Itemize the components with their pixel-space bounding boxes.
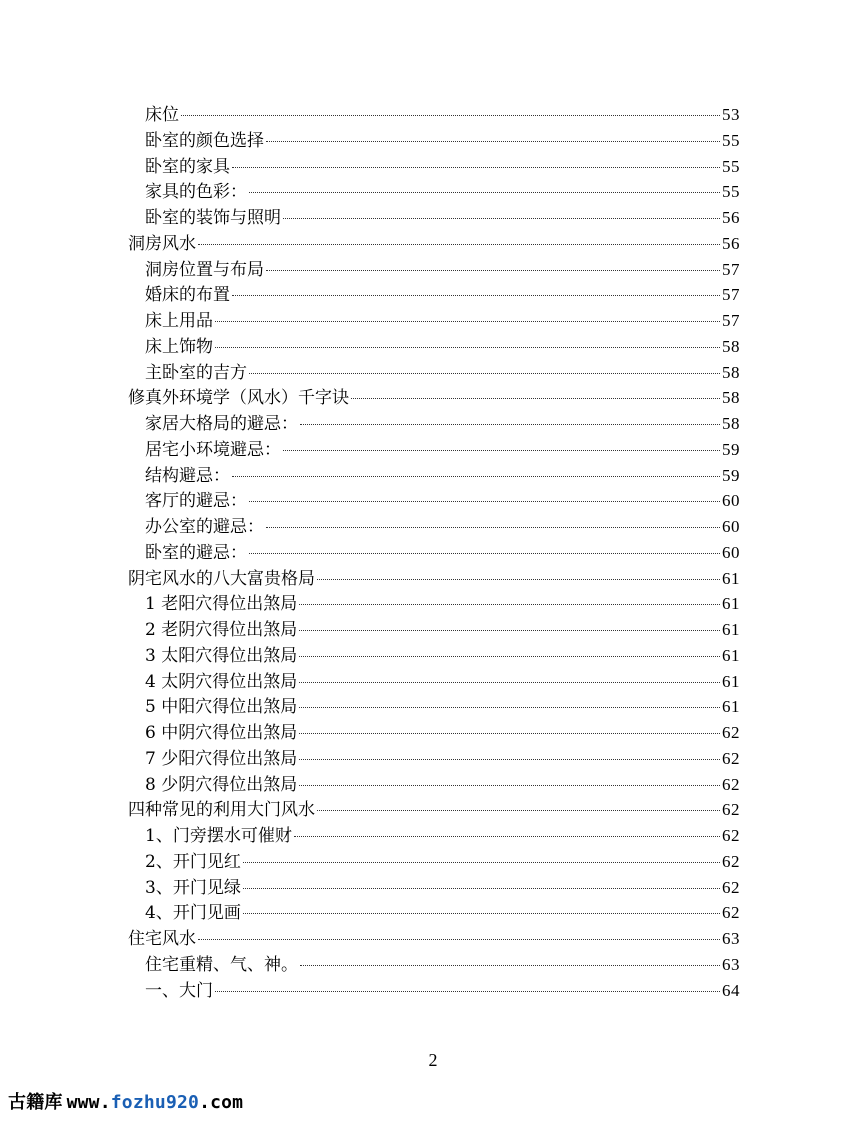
toc-entry[interactable] [128,694,740,720]
watermark-url-domain: fozhu920 [110,1092,200,1113]
toc-entry-page: 58 [722,362,740,382]
watermark [8,1088,243,1114]
toc-entry-page: 61 [722,645,740,665]
toc-entry-page: 61 [722,620,740,639]
toc-entry-page: 61 [722,568,740,588]
toc-entry[interactable] [128,257,740,283]
toc-entry-title: 洞房风水 [128,233,196,254]
toc-dot-leader [232,294,720,296]
toc-entry-title: 2 老阴穴得位出煞局 [145,620,298,640]
toc-entry-page: 60 [722,517,740,536]
toc-dot-leader [215,990,720,992]
toc-entry-title: 客厅的避忌： [145,491,247,512]
toc-dot-leader [249,500,720,502]
toc-entry-title: 卧室的家具 [145,156,230,177]
toc-entry-page: 59 [722,465,740,485]
toc-dot-leader [299,603,720,605]
toc-entry-page: 61 [722,594,740,614]
toc-entry[interactable] [128,926,740,952]
toc-dot-leader [243,912,720,914]
toc-entry-title: 洞房位置与布局 [145,259,264,280]
toc-dot-leader [300,423,720,425]
toc-entry-title: 卧室的避忌： [145,542,247,563]
toc-dot-leader [215,346,720,348]
toc-entry[interactable] [128,514,740,540]
toc-entry-title: 7 少阳穴得位出煞局 [145,748,298,769]
toc-entry-page: 59 [722,439,740,459]
toc-entry[interactable] [128,540,740,566]
table-of-contents [128,102,740,1003]
toc-entry-title: 结构避忌： [145,465,230,486]
toc-dot-leader [299,681,720,683]
toc-entry-title: 居宅小环境避忌： [145,439,281,460]
toc-entry[interactable] [128,900,740,926]
toc-dot-leader [232,166,720,168]
toc-entry-page: 57 [722,311,740,330]
toc-dot-leader [283,449,720,451]
toc-entry-page: 57 [722,285,740,305]
toc-entry-page: 56 [722,233,740,253]
toc-entry-title: 主卧室的吉方 [145,362,247,383]
toc-entry[interactable] [128,849,740,875]
toc-entry-page: 60 [722,491,740,511]
toc-entry-page: 58 [722,336,740,356]
toc-entry-page: 62 [722,851,740,871]
toc-entry[interactable] [128,720,740,746]
toc-entry-title: 3、开门见绿 [145,877,241,898]
watermark-url-prefix: www. [66,1092,111,1113]
toc-dot-leader [299,732,720,734]
toc-dot-leader [198,243,720,245]
toc-dot-leader [243,861,720,863]
toc-dot-leader [283,217,720,219]
toc-entry-page: 60 [722,542,740,562]
toc-entry[interactable] [128,334,740,360]
toc-entry-page: 62 [722,877,740,897]
toc-entry-title: 婚床的布置 [145,285,230,306]
toc-entry[interactable] [128,797,740,823]
toc-entry[interactable] [128,231,740,257]
toc-entry-title: 4 太阴穴得位出煞局 [145,671,298,692]
toc-entry[interactable] [128,488,740,514]
toc-entry[interactable] [128,875,740,901]
toc-entry-title: 办公室的避忌： [145,517,264,537]
toc-dot-leader [299,784,720,786]
toc-entry[interactable] [128,282,740,308]
toc-entry-page: 62 [722,723,740,742]
toc-dot-leader [299,758,720,760]
toc-entry[interactable] [128,360,740,386]
toc-dot-leader [181,114,720,116]
toc-entry[interactable] [128,746,740,772]
toc-entry-page: 62 [722,903,740,923]
toc-entry[interactable] [128,308,740,334]
toc-dot-leader [249,372,720,374]
toc-entry-page: 58 [722,414,740,433]
toc-entry[interactable] [128,179,740,205]
toc-entry-page: 61 [722,671,740,691]
toc-entry-title: 住宅风水 [128,929,196,949]
toc-entry-title: 家居大格局的避忌： [145,414,298,434]
toc-entry[interactable] [128,154,740,180]
toc-entry[interactable] [128,978,740,1004]
toc-entry-page: 53 [722,105,740,124]
watermark-url-suffix: .com [199,1092,244,1113]
toc-entry[interactable] [128,385,740,411]
toc-entry-page: 64 [722,980,740,1000]
toc-entry[interactable] [128,669,740,695]
toc-entry-title: 住宅重精、气、神。 [145,954,298,975]
toc-entry-page: 55 [722,130,740,150]
toc-entry-title: 床上饰物 [145,336,213,357]
toc-entry-page: 55 [722,182,740,202]
toc-entry-page: 56 [722,208,740,227]
toc-entry[interactable] [128,566,740,592]
toc-dot-leader [249,552,720,554]
toc-dot-leader [249,191,720,193]
toc-entry-title: 阴宅风水的八大富贵格局 [128,568,315,589]
toc-entry[interactable] [128,952,740,978]
toc-entry-page: 63 [722,929,740,948]
toc-dot-leader [232,475,720,477]
toc-entry-title: 1、门旁摆水可催财 [145,826,292,846]
toc-entry-page: 63 [722,954,740,974]
toc-entry[interactable] [128,643,740,669]
toc-entry[interactable] [128,411,740,437]
toc-entry[interactable] [128,463,740,489]
toc-entry[interactable] [128,128,740,154]
toc-entry-page: 62 [722,774,740,794]
toc-entry-page: 58 [722,388,740,408]
page-number: 2 [428,1050,438,1070]
watermark-site-name: 古籍库 [8,1092,63,1113]
toc-dot-leader [215,320,720,322]
toc-entry-title: 床上用品 [145,311,213,331]
toc-entry[interactable] [128,102,740,128]
toc-entry-page: 62 [722,826,740,845]
toc-dot-leader [198,938,720,940]
toc-entry-title: 一、大门 [145,980,213,1001]
toc-entry-title: 1 老阳穴得位出煞局 [145,594,298,615]
toc-dot-leader [266,269,720,271]
toc-dot-leader [299,706,720,708]
toc-entry[interactable] [128,772,740,798]
toc-entry-title: 6 中阴穴得位出煞局 [145,723,298,743]
toc-entry-title: 家具的色彩： [145,182,247,203]
toc-entry-title: 4、开门见画 [145,903,241,924]
toc-dot-leader [299,629,720,631]
toc-dot-leader [243,887,720,889]
toc-entry[interactable] [128,437,740,463]
toc-entry-title: 3 太阳穴得位出煞局 [145,645,298,666]
toc-dot-leader [266,526,720,528]
toc-entry-title: 8 少阴穴得位出煞局 [145,774,298,795]
toc-dot-leader [299,655,720,657]
toc-entry-title: 2、开门见红 [145,851,241,872]
toc-entry-title: 修真外环境学（风水）千字诀 [128,388,349,409]
toc-entry-page: 61 [722,697,740,717]
toc-dot-leader [351,397,720,399]
toc-entry-page: 55 [722,156,740,176]
toc-dot-leader [300,964,720,966]
toc-entry[interactable] [128,617,740,643]
toc-dot-leader [266,140,720,142]
toc-entry-title: 床位 [145,105,179,125]
toc-entry-title: 5 中阳穴得位出煞局 [145,697,298,718]
toc-entry-page: 57 [722,259,740,279]
toc-dot-leader [317,809,720,811]
toc-entry-title: 卧室的装饰与照明 [145,208,281,228]
toc-entry-title: 四种常见的利用大门风水 [128,800,315,821]
toc-dot-leader [317,578,720,580]
toc-entry-page: 62 [722,748,740,768]
toc-entry[interactable] [128,823,740,849]
toc-entry-title: 卧室的颜色选择 [145,130,264,151]
toc-entry-page: 62 [722,800,740,820]
toc-entry[interactable] [128,591,740,617]
toc-dot-leader [294,835,720,837]
toc-entry[interactable] [128,205,740,231]
